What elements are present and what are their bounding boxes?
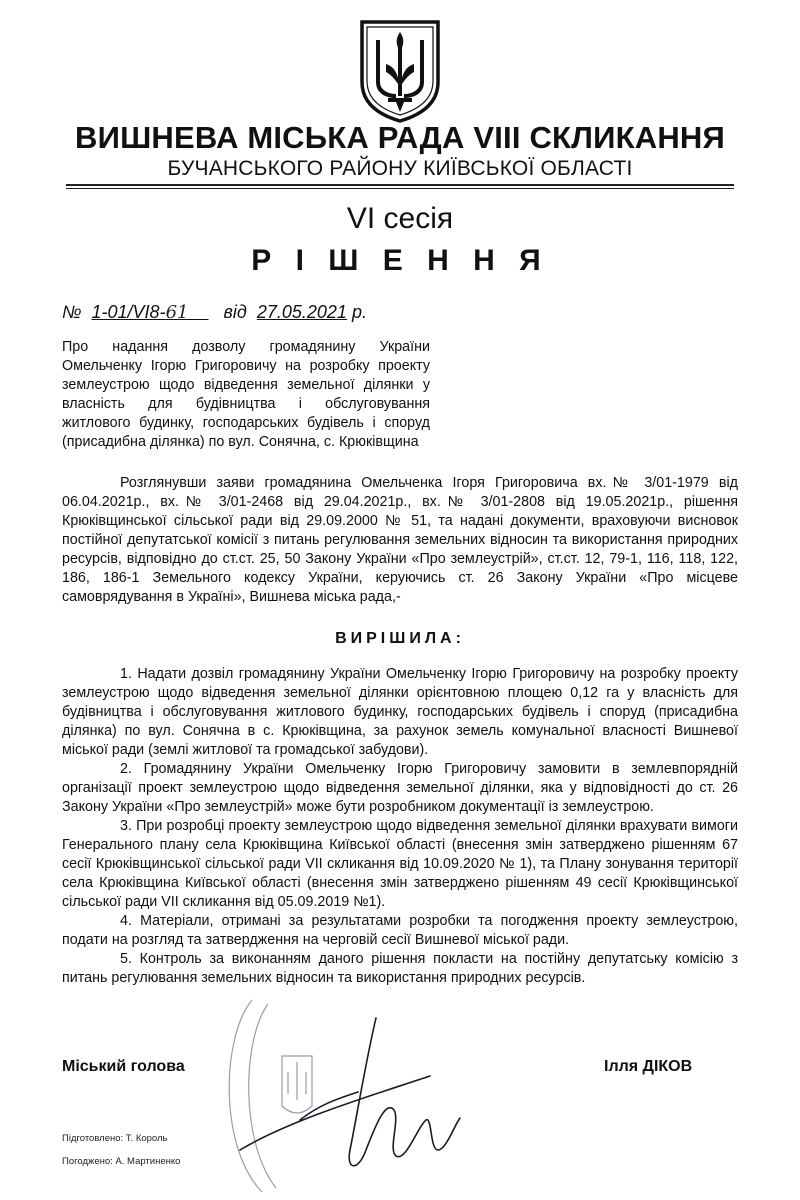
prepared-by: Підготовлено: Т. Король	[62, 1133, 168, 1144]
preamble-text: Розглянувши заяви громадянина Омельченка Ігоря Григоровича вх.№ 3/01-1979 від 06.04.2021р., вх.№ 3/01-2468 від 29.04.2021р., вх.№ 3/01-2808 від 19.05.2021р., рішення Крюківщинської сільської ради від 29.09.2000 № 51, та надані документи, враховуючи висновок постійної депутатської комісії з питань регулювання земельних відносин та використання природних ресурсів, відповідно до ст.ст. 25, 50 Закону України «Про землеустрій», ст.ст. 12, 79-1, 116, 118, 122, 186, 186-1 Земельного кодексу України, керуючись ст. 26 Закону України «Про місцеве самоврядування в Україні», Вишнева міська рада,-	[62, 475, 738, 605]
number-sign: №	[62, 302, 82, 322]
decision-number: 1-01/VІ8-61	[91, 302, 189, 323]
decision-item: 1. Надати дозвіл громадянину України Омельченку Ігорю Григоровичу на розробку проекту землеустрою щодо відведення земельної ділянки орієнтовною площею 0,12 га у власність для будівництва і обслуговування житлового будинку, господарських будівель і споруд (присадибна ділянка) по вул. Сонячна в с. Крюківщина, за рахунок земель комунальної власності Вишневої міської ради (землі житлової та громадської забудови).	[62, 666, 738, 758]
subject-line: Омельченку Ігорю Григоровичу на розробку проекту	[62, 358, 430, 374]
subject-line: власність для будівництва і обслуговування	[62, 396, 430, 412]
decision-item: 5. Контроль за виконанням даного рішення покласти на постійну депутатську комісію з питань регулювання земельних відносин та використання природних ресурсів.	[62, 951, 738, 986]
header-divider-thin	[66, 188, 734, 189]
date-from-label: від	[223, 302, 247, 322]
decision-number-line	[62, 302, 367, 323]
year-suffix: р.	[351, 302, 367, 322]
subject-line: (присадибна ділянка) по вул. Сонячна, с. Крюківщина	[62, 434, 419, 450]
decision-item: 2. Громадянину України Омельченку Ігорю Григоровичу замовити в землевпорядній організації проект землеустрою щодо відведення земельної ділянки, яка у відповідності до ст. 26 Закону України «Про землеустрій» може бути розробником документації із землеустрою.	[62, 761, 738, 815]
decision-date: 27.05.2021	[256, 302, 347, 322]
resolved-heading: ВИРІШИЛА:	[335, 630, 465, 647]
preamble	[62, 474, 738, 607]
council-title: ВИШНЕВА МІСЬКА РАДА VIII СКЛИКАННЯ	[75, 120, 725, 155]
handwritten-number: 61	[165, 302, 189, 323]
decision-subject	[62, 338, 430, 452]
agreed-by: Погоджено: А. Мартиненко	[62, 1156, 181, 1167]
subject-line: Про надання дозволу громадянину України	[62, 339, 430, 355]
header-divider	[66, 184, 734, 186]
signature-icon	[180, 1000, 480, 1190]
subject-line: житлового будинку, господарських будівель і споруд	[62, 415, 430, 431]
decision-item: 3. При розробці проекту землеустрою щодо відведення земельної ділянки врахувати вимоги Генерального плану села Крюківщина Київської області (внесення змін затверджено рішенням 67 сесії Крюківщинської сільської ради VII скликання від 10.09.2020 № 1), та Плану зонування території села Крюківщина Київської області (внесення змін затверджено рішенням 49 сесії Крюківщинської сільської ради VII скликання від 05.09.2019 №1).	[62, 818, 738, 910]
decision-items	[62, 665, 738, 988]
document-type-title: Р І Ш Е Н Н Я	[251, 244, 549, 277]
session-label: VI сесія	[346, 202, 454, 235]
subject-line: землеустрою щодо відведення земельної ділянки у	[62, 377, 430, 393]
decision-item: 4. Матеріали, отримані за результатами розробки та погодження проекту землеустрою, подати на розгляд та затвердження на черговій сесії Вишневої міської ради.	[62, 913, 738, 948]
signatory-title: Міський голова	[62, 1058, 185, 1075]
council-district: БУЧАНСЬКОГО РАЙОНУ КИЇВСЬКОЇ ОБЛАСТІ	[167, 157, 633, 180]
signatory-name: Ілля ДІКОВ	[604, 1058, 693, 1075]
coat-of-arms-icon	[358, 18, 442, 124]
